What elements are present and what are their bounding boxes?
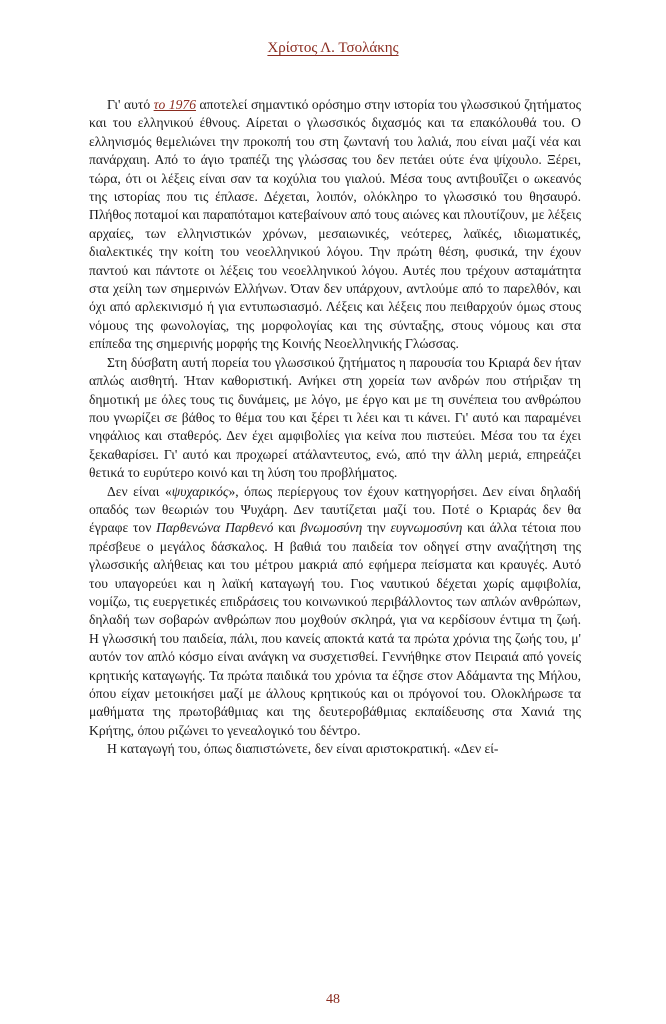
running-header bbox=[0, 40, 666, 57]
italic-term: ψυχαρικός bbox=[171, 483, 229, 499]
italic-term: βνωμοσύνη bbox=[300, 520, 363, 536]
paragraph-4: Η καταγωγή του, όπως διαπιστώνετε, δεν είναι αριστοκρατική. «Δεν εί- bbox=[107, 741, 499, 757]
year-link: το 1976 bbox=[153, 97, 197, 112]
paragraph-2: Στη δύσβατη αυτή πορεία του γλωσσικού ζητήματος η παρουσία του Κριαρά δεν ήταν απλώς αισθητή. Ήταν καθοριστική. Ανήκει στη χορεία των ανδρών που στήριξαν τη δημοτική με όλες τους τις δυνάμεις, με λόγο, με έργο και με τη συνέπεια του ανθρώπου που γνωρίζει σε βάθος το θέμα του και ξέρει τι λέει και τι κάνει. Γι' αυτό και παραμένει νηφάλιος και σταθερός. Δεν έχει αμφιβολίες για κείνα που πιστεύει. Μέσα του τα έχει ξεκαθαρίσει. Γι' αυτό και προχωρεί ατάλαντευτος, ενώ, από την άλλη μεριά, επηρεάζει θετικά το ευρύτερο κοινό και τη λύση του προβλήματος. bbox=[89, 354, 581, 481]
page-number: 48 bbox=[326, 992, 340, 1007]
paragraph-1: Γι' αυτό το 1976 αποτελεί σημαντικό ορόσημο στην ιστορία του γλωσσικού ζητήματος και του ελληνικού έθνους. Αίρεται ο γλωσσικός διχασμός και τα επακόλουθά του. Ο ελληνισμός θεμελιώνει την προκοπή του στη ζωντανή του λαλιά, που είναι μαζί νέα και πανάρχαιη. Από το άγιο τραπέζι της γλώσσας του δεν πετάει ούτε ένα ψίχουλο. Ξέρει, τώρα, ότι οι λέξεις είναι σαν τα κοχύλια του γιαλού. Μέσα τους αντιβουΐζει ο ωκεανός της ιστορίας που τις έπλασε. Δέχεται, λοιπόν, ολόκληρο το γλωσσικό του θησαυρό. Πλήθος ποταμοί και παραπόταμοι κατεβαίνουν από τους αιώνες και πλουτίζουν, με λέξεις αρχαίες, των ελληνιστικών χρόνων, μεσαιωνικές, νεότερες, λαϊκές, ιδιωματικές, διαλεκτικές την κοίτη του νεοελληνικού λόγου. Την πρώτη θέση, φυσικά, την έχουν παντού και πάντοτε οι λέξεις του νεοελληνικού λόγου. Αυτές που τρέχουν ασταμάτητα στα χείλη των σημερινών Ελλήνων. Όταν δεν υπάρχουν, αντλούμε από το παρελθόν, και όχι από αρλεκινισμό ή για εντυπωσιασμό. Λέξεις και λέξεις που πειθαρχούν όμως στους νόμους της φωνολογίας, της μορφολογίας και της σύνταξης, στους νόμους και στα επίπεδα της σημερινής μορφής της Κοινής Νεοελληνικής Γλώσσας. bbox=[89, 97, 582, 352]
italic-term: ευγνωμοσύνη bbox=[390, 520, 463, 536]
italic-term: Παρθενώνα Παρθενό bbox=[156, 520, 274, 536]
paragraph-3: Δεν είναι «ψυχαρικός», όπως περίεργους τον έχουν κατηγορήσει. Δεν είναι δηλαδή οπαδός των θεωριών του Ψυχάρη. Δεν ταυτίζεται μαζί του. Ποτέ ο Κριαράς δεν θα έγραφε τον Παρθενώνα Παρθενό και βνωμοσύνη την ευγνωμοσύνη και άλλα τέτοια που πρέσβευε ο μεγάλος δάσκαλος. Η βαθιά του παιδεία τον οδηγεί στην αναζήτηση της γλωσσικής αλήθειας και του μέτρου μακριά από εφήμερα πείσματα και κραυγές. Αυτό του υπαγορεύει και η λαϊκή καταγωγή του. Γιος ναυτικού δέχεται χωρίς αμφιβολία, νομίζω, τις ευεργετικές επιδράσεις του κοινωνικού περιβάλλοντος των απλών ανθρώπων, δηλαδή των σοβαρών ανθρώπων που μοχθούν σκληρά, για να κερδίσουν έντιμα τη ζωή. Η γλωσσική του παιδεία, πάλι, που κανείς αποκτά κατά τα πρώτα χρόνια της ζωής του, μ' αυτόν τον απλό κόσμο είναι ανάγκη να συσχετισθεί. Γεννήθηκε στον Πειραιά από γονείς κρητικής καταγωγής. Τα πρώτα παιδικά του χρόνια τα έζησε στον Αδάμαντα της Μήλου, όπου είχαν μετοικήσει μαζί με άλλους κρητικούς και οι πρόγονοί του. Ολοκλήρωσε τα μαθήματα της πρωτοβάθμιας και της δευτεροβάθμιας εκπαίδευσης στα Χανιά της Κρήτης, όπου ριζώνει το γενεαλογικό του δέντρο. bbox=[89, 483, 581, 738]
body-text bbox=[89, 96, 581, 759]
running-title: Χρίστος Λ. Τσολάκης bbox=[267, 40, 399, 56]
